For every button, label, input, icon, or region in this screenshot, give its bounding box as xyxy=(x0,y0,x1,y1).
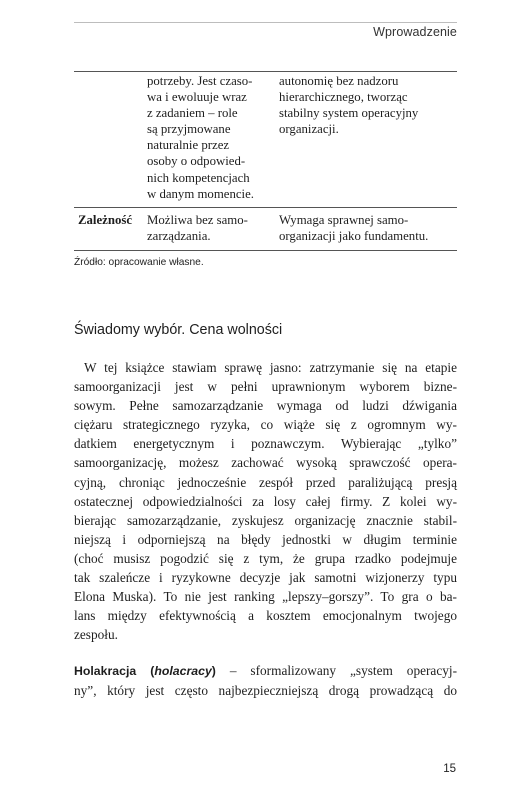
text-line: W tej książce stawiam sprawę jasno: zatrzymanie się na etapie xyxy=(84,360,457,375)
definition-term-foreign: holacracy xyxy=(154,664,212,678)
cell-line: w danym momencie. xyxy=(147,186,254,201)
page-number: 15 xyxy=(443,763,456,775)
text-line: cyjną, chroniąc jednocześnie zespół przed paraliżującą presją xyxy=(74,474,457,490)
cell-line: z zadaniem – role xyxy=(147,106,238,121)
section-heading: Świadomy wybór. Cena wolności xyxy=(74,322,283,338)
row-label xyxy=(74,73,147,202)
cell-line: hierarchicznego, tworząc xyxy=(279,90,408,105)
cell-line: osoby o odpowied- xyxy=(147,154,246,169)
text-line: (choć musisz pogodzić się z tym, że grupa rzadko podejmuje xyxy=(74,550,457,566)
body-paragraph xyxy=(74,358,457,644)
text-line: tak szaleńcze i ryzykowne decyzje jak samotni wizjonerzy typu xyxy=(74,570,457,586)
cell-line: naturalnie przez xyxy=(147,138,230,153)
definition-paragraph xyxy=(74,661,457,700)
text-line: samoorganizacji jest w pełni uprawnionym wyborem bizne- xyxy=(74,379,457,395)
definition-text: – sformalizowany „system operacyj- xyxy=(215,663,458,678)
cell-line: autonomię bez nadzoru xyxy=(279,74,399,88)
cell-line: organizacji jako fundamentu. xyxy=(279,228,429,243)
cell-line: organizacji. xyxy=(279,122,339,137)
text-line: bierając samozarządzanie, zyskujesz organizację znacznie stabil- xyxy=(74,512,457,528)
text-line: ciężaru strategicznego ryzyka, co wiąże się z ogromnym wy- xyxy=(74,417,457,433)
comparison-table xyxy=(74,71,457,251)
text-line: sowym. Pełne samozarządzanie wymaga od ludzi dźwigania xyxy=(74,398,457,414)
header-rule xyxy=(74,22,457,23)
text-line: zespołu. xyxy=(74,627,118,643)
table-row xyxy=(74,71,457,208)
cell-line: są przyjmowane xyxy=(147,122,231,137)
cell-line: wa i ewoluuje wraz xyxy=(147,90,247,105)
running-head: Wprowadzenie xyxy=(373,25,457,39)
text-line: ostatecznej odpowiedzialności za losy całej firmy. Z kolei wy- xyxy=(74,493,457,509)
cell-line: nich kompetencjach xyxy=(147,170,250,185)
row-label-dependency: Zależność xyxy=(78,212,133,227)
text-line: Holakracja (holacracy) – sformalizowany „system operacyj- xyxy=(74,663,458,678)
text-line: datkiem energetycznym i poznawczym. Wybierając „tylko” xyxy=(74,436,457,452)
cell-self-organization xyxy=(147,212,273,244)
definition-term: Holakracja xyxy=(74,664,137,678)
cell-self-management xyxy=(273,73,457,202)
text-line: ny”, który jest często najbezpieczniejszą drogą prowadzącą do xyxy=(74,683,457,699)
text-line: lans między efektywnością a kosztem emocjonalnym twojego xyxy=(74,608,457,624)
table-source-note: Źródło: opracowanie własne. xyxy=(74,257,204,268)
text-line: samoorganizację, możesz zachować wysoką sprawczość opera- xyxy=(74,455,457,471)
cell-line: potrzeby. Jest czaso- xyxy=(147,74,253,88)
cell-line: Wymaga sprawnej samo- xyxy=(279,212,409,227)
table-row xyxy=(74,208,457,251)
text-line: Elona Muska). To nie jest ranking „lepszy–gorszy”. To gra o ba- xyxy=(74,589,457,605)
cell-line: stabilny system operacyjny xyxy=(279,106,419,121)
cell-self-organization xyxy=(147,73,273,202)
cell-line: zarządzania. xyxy=(147,228,211,243)
cell-line: Możliwa bez samo- xyxy=(147,212,248,227)
cell-self-management xyxy=(273,212,457,244)
text-line: niejszą i odporniejszą na błędy jednostki w długim terminie xyxy=(74,531,457,547)
